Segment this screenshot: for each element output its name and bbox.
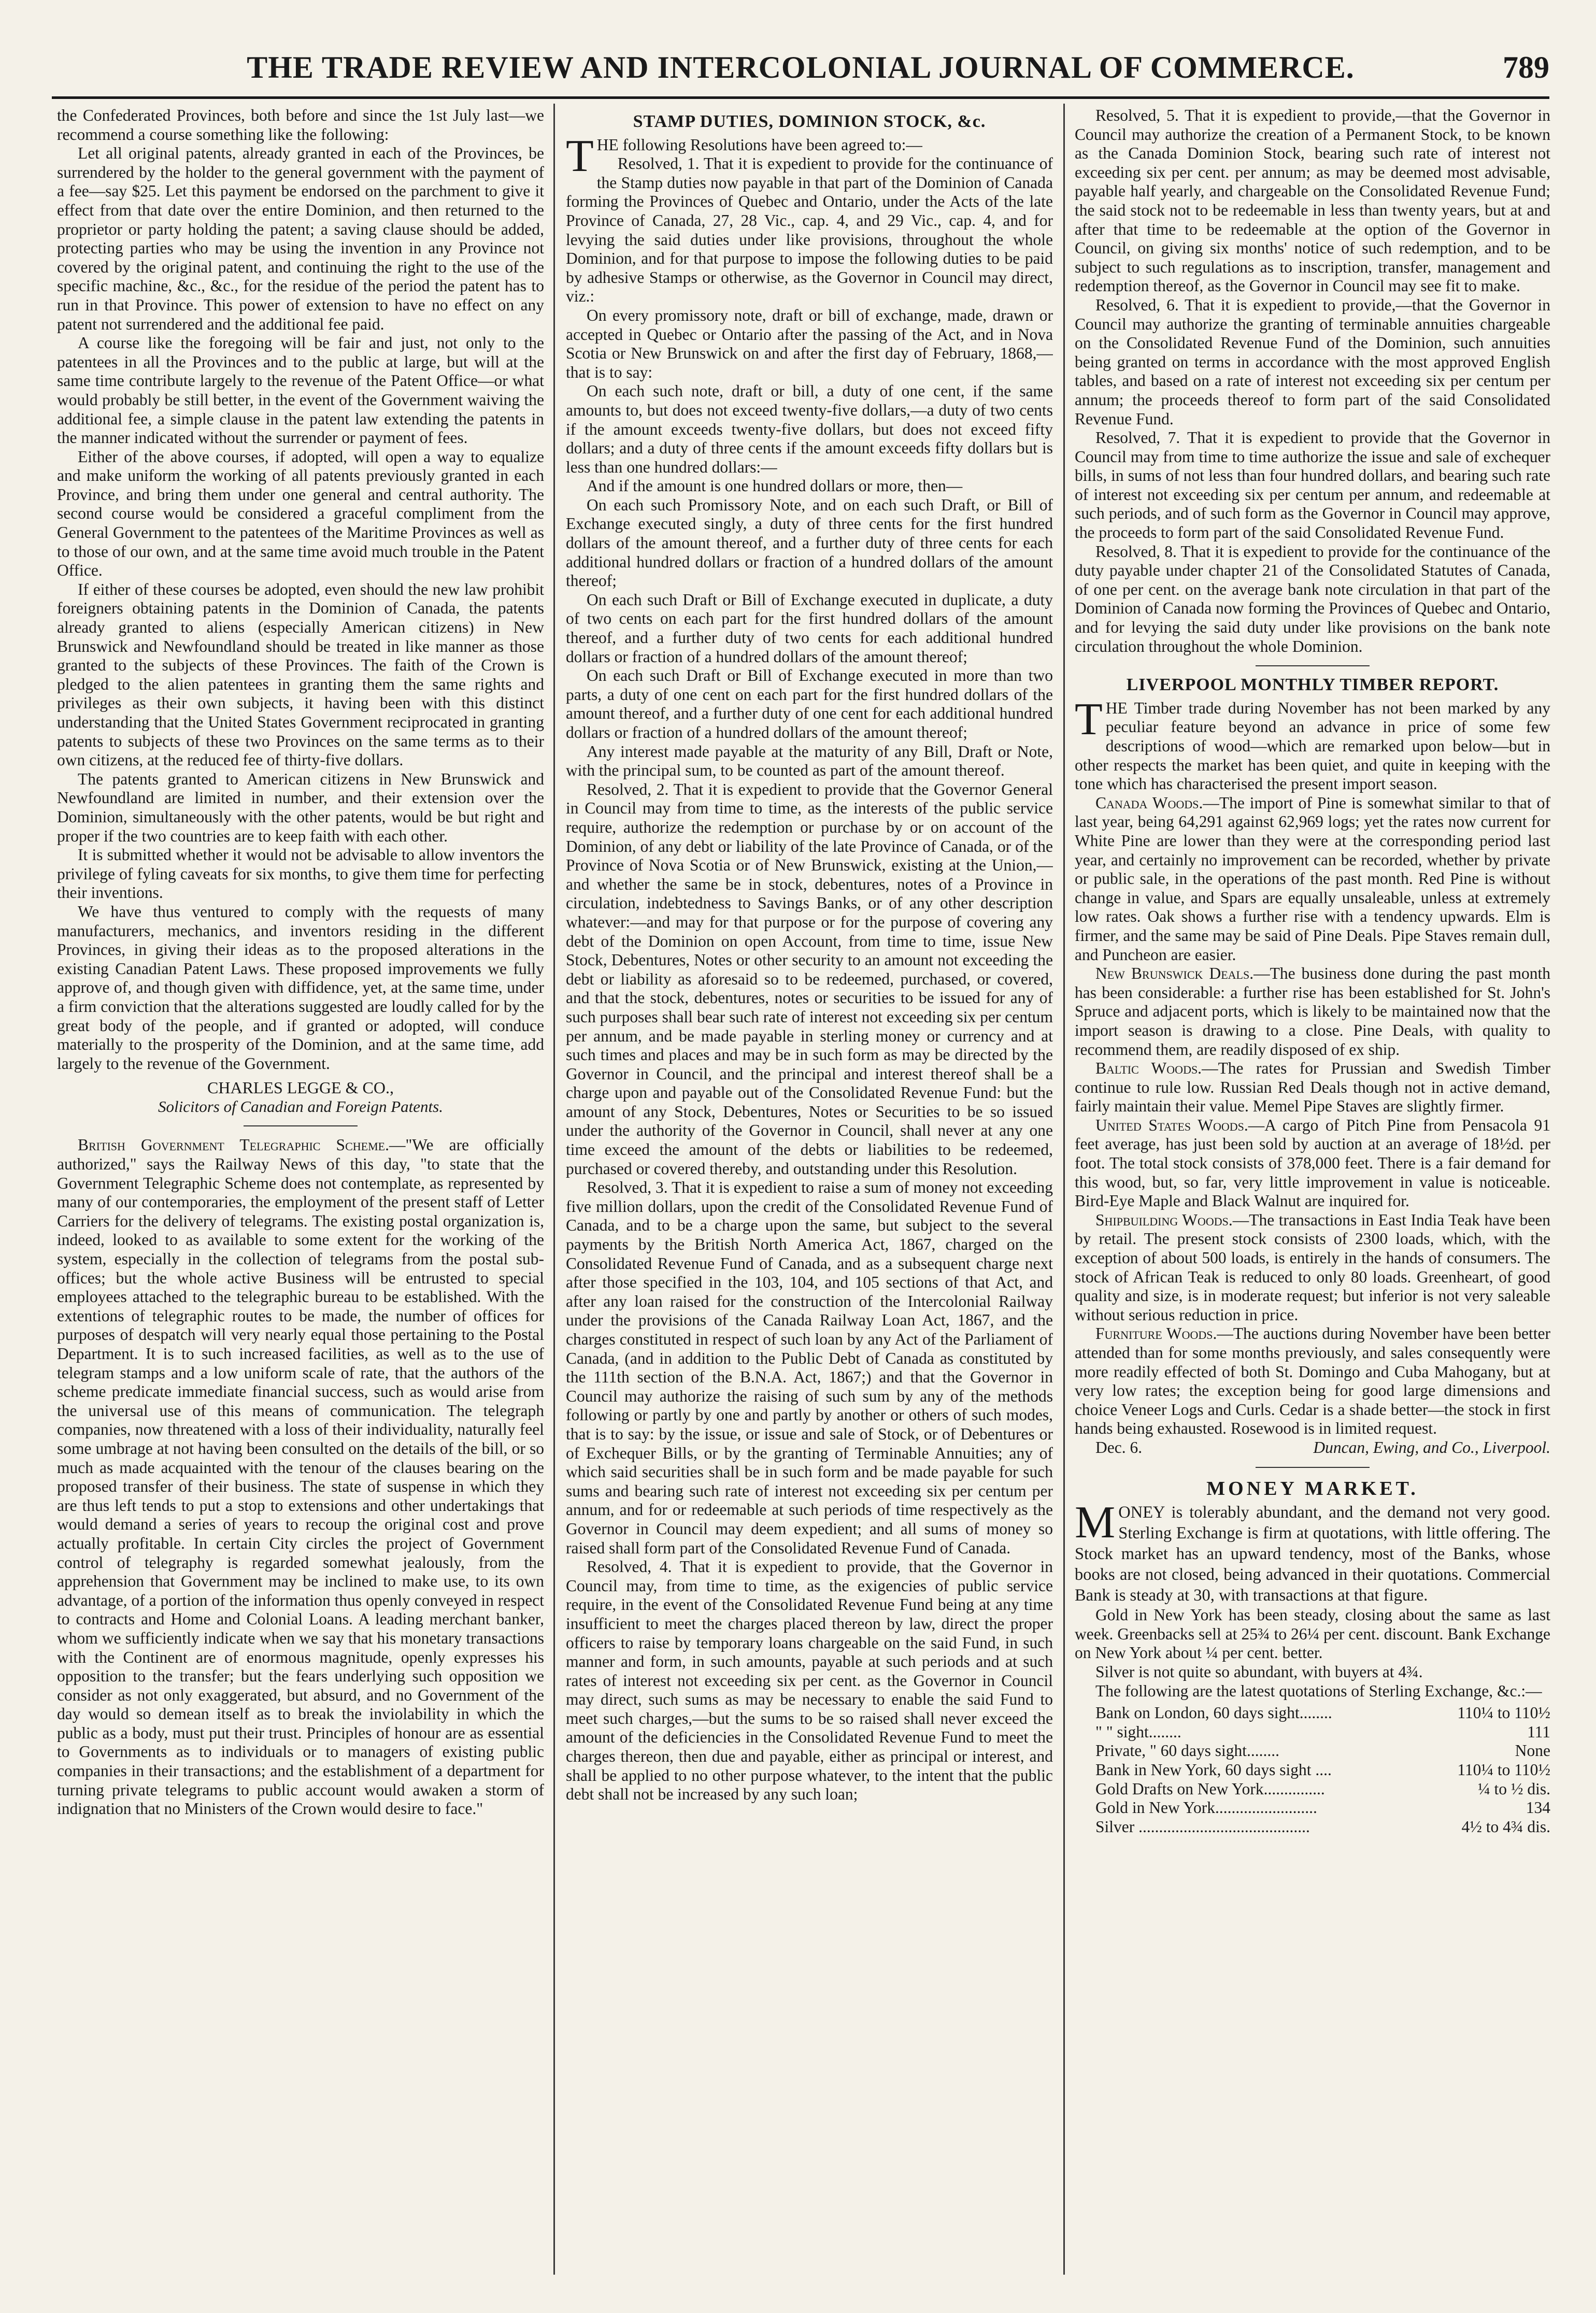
paragraph: Gold in New York has been steady, closing about the same as last week. Greenbacks sell at 25¾ to 26¼ per cent. discount. Bank Exchange on New York about ¼ per cent. better.	[1075, 1606, 1550, 1662]
resolution-1: Resolved, 1. That it is expedient to provide for the continuance of the Stamp duties now payable in that part of the Dominion of Canada forming the Provinces of Quebec and Ontario, under the Acts of the late Province of Canada, 27, 28 Vic., cap. 4, and 29 Vic., cap. 4, and for levying the said duties under like provisions, throughout the whole Dominion, and for that purpose to impose the following duties to be paid by adhesive Stamps or otherwise, as the Governor in Council may direct, viz.:	[566, 154, 1053, 306]
section-separator	[244, 1125, 358, 1126]
quotation-row	[1095, 1761, 1550, 1780]
quotation-value: 110¼ to 110½	[1457, 1704, 1550, 1722]
timber-united-states	[1075, 1116, 1550, 1211]
quotation-label: Gold in New York.........................	[1095, 1798, 1317, 1817]
quotation-label: Bank on London, 60 days sight........	[1095, 1704, 1332, 1722]
quotation-value: 134	[1526, 1798, 1550, 1817]
paragraph: If either of these courses be adopted, even should the new law prohibit foreigners obtaining patents in the Dominion of Canada, the patents already granted to aliens (especially American citizens) in New Brunswick and Newfoundland should be treated in like manner as those granted to the subjects of these Provinces. The faith of the Crown is pledged to the alien patentees in granting them the same rights and privileges as their own subjects, it having been with this distinct understanding that the United States Government reciprocated in granting patents to subjects of these two Provinces on the same terms as to their own citizens, at the reduced fee of thirty-five dollars.	[57, 580, 544, 769]
paragraph: the Confederated Provinces, both before and since the 1st July last—we recommend a course something like the following:	[57, 106, 544, 144]
column-divider-1	[553, 104, 555, 2275]
resolution-2: Resolved, 2. That it is expedient to provide that the Governor General in Council may from time to time, as the interests of the public service require, authorize the redemption or purchase by or on account of the Dominion, of any debt or liability of the late Province of Canada, or of the Province of Nova Scotia or of New Brunswick, existing at the Union,—and whether the same be in stock, debentures, notes of a Province in circulation, indebtedness to Savings Banks, or of any other description whatever:—and may for that purpose or for the purpose of covering any debt of the Dominion on open Account, from time to time, issue New Stock, Debentures, Notes or other security to an amount not exceeding the debt or liability as aforesaid so to be redeemed, purchased, or covered, and that the stock, debentures, notes or securities to be issued for any of such purposes shall bear such rate of interest not exceeding six per centum per annum, and be made payable in sterling money or currency and at such times and places and may be in such form as may be directed by the Governor in Council, and the principal and interest thereof shall be a charge upon and payable out of the Consolidated Revenue Fund: but the amount of any Stock, Debentures, Notes or Securities to be so issued under the authority of the Governor in Council, shall never at any one time exceed the amount of the debts or liabilities to be redeemed, purchased or covered thereby, and outstanding under this Resolution.	[566, 780, 1053, 1178]
resolution-6: Resolved, 6. That it is expedient to provide,—that the Governor in Council may authorize the granting of terminable annuities chargeable on the Consolidated Revenue Fund of the Dominion, such annuities being granted on terms in accordance with the most approved English tables, and based on a rate of interest not exceeding six per centum per annum; the proceeds thereof to form part of the said Consolidated Revenue Fund.	[1075, 295, 1550, 428]
timber-baltic	[1075, 1059, 1550, 1116]
money-intro	[1075, 1497, 1550, 1606]
drop-cap: T	[1075, 694, 1103, 745]
timber-new-brunswick	[1075, 964, 1550, 1059]
quotation-row	[1095, 1798, 1550, 1818]
paragraph: It is submitted whether it would not be advisable to allow inventors the privilege of fyling caveats for six months, to give them time for perfecting their inventions.	[57, 846, 544, 902]
signature-title: Solicitors of Canadian and Foreign Patents.	[158, 1097, 443, 1116]
timber-lead: Furniture Woods.	[1095, 1324, 1217, 1343]
paragraph: On each such Draft or Bill of Exchange executed in duplicate, a duty of two cents on each part for the first hundred dollars of the amount thereof, and a further duty of two cents for each additional hundred dollars or fraction of a hundred dollars of the amount thereof;	[566, 590, 1053, 666]
column-2	[566, 106, 1053, 2280]
paragraph: A course like the foregoing will be fair and just, not only to the patentees in all the Provinces and to the public at large, but will at the same time contribute largely to the revenue of the Patent Office—or what would probably be still better, in the event of the Government waiving the additional fee, a simple clause in the patent law extending the patents in the manner indicated without the surrender or payment of fees.	[57, 334, 544, 447]
header-rule	[52, 96, 1549, 99]
timber-signoff	[1075, 1438, 1550, 1458]
paragraph: Silver is not quite so abundant, with buyers at 4¾.	[1095, 1662, 1423, 1681]
timber-author: Duncan, Ewing, and Co., Liverpool.	[1313, 1438, 1550, 1457]
timber-text: —The rates for Prussian and Swedish Timber continue to rule low. Russian Red Deals though not in active demand, fairly maintain their value. Memel Pipe Staves are slightly firmer.	[1075, 1059, 1550, 1116]
intro-paragraph	[566, 131, 1053, 181]
paragraph: On each such Promissory Note, and on each such Draft, or Bill of Exchange executed singly, a duty of three cents for the first hundred dollars of the amount thereof, and a further duty of three cents for each additional hundred dollars or fraction of a hundred dollars of the amount thereof;	[566, 495, 1053, 590]
section-separator	[1256, 1467, 1370, 1468]
quotation-value: ¼ to ½ dis.	[1477, 1779, 1550, 1798]
paragraph: Let all original patents, already granted in each of the Provinces, be surrendered by the holder to the general government with the payment of a fee—say $25. Let this payment be endorsed on the parchment to give it effect from that date over the entire Dominion, and then returned to the proprietor or party holding the patent; a saving clause should be added, protecting parties who may be using the invention in any Province not covered by the original patent, and continuing the right to the use of the specific machine, &c., &c., for the residue of the period the patent has to run in that Province. This power of extension to have no effect on any patent not surrendered and the additional fee paid.	[57, 144, 544, 333]
resolution-5: Resolved, 5. That it is expedient to provide,—that the Governor in Council may authorize the creation of a Permanent Stock, to be known as the Canada Dominion Stock, bearing such rate of interest not exceeding six per cent. per annum; as may be deemed most advisable, payable half yearly, and chargeable on the Consolidated Revenue Fund; the said stock not to be redeemable in less than twenty years, but at and after that time to be redeemable at the option of the Governor in Council, on giving six months' notice of such redemption, and to be subject to such regulations as to inscription, transfer, management and redemption thereof, as the Governor in Council may see fit to make.	[1075, 106, 1550, 295]
exchange-quotations	[1075, 1704, 1550, 1836]
paragraph: The patents granted to American citizens in New Brunswick and Newfoundland are limited in number, and their extension over the Dominion, simultaneously with the other patents, would be but right and proper if the two countries are to keep faith with each other.	[57, 769, 544, 845]
quotation-label: Gold Drafts on New York...............	[1095, 1779, 1325, 1798]
timber-intro-text: HE Timber trade during November has not been marked by any peculiar feature beyond an advance in price of some few descriptions of wood—which are remarked upon below—but in other respects the market has been quiet, and quite in keeping with the tone which has characterised the present import season.	[1075, 698, 1550, 793]
resolution-3: Resolved, 3. That it is expedient to raise a sum of money not exceeding five million dollars, upon the credit of the Consolidated Revenue Fund of Canada, and to be a charge upon the same, but subject to the several payments by the British North America Act, 1867, charged on the Consolidated Revenue Fund of Canada, and as a subsequent charge next after those specified in the 103, 104, and 105 sections of that Act, and after any loan raised for the construction of the Intercolonial Railway under the provisions of the Canada Railway Loan Act, 1867, and the charges constituted in respect of such loan by any Act of the Parliament of Canada, (and in addition to the Public Debt of Canada as constituted by the 111th section of the B.N.A. Act, 1867;) and that the Governor in Council may authorize the raising of such sum by any of the methods following or partly by one and partly by another or others of such modes, that is to say: by the issue, or issue and sale of Stock, or of Debentures or of Exchequer Bills, or by the granting of Terminable Annuities; any of which said securities shall be in such form and be made payable for such sums and bearing such rate of interest not exceeding six per centum per annum, and for or redeemable at such periods of time respectively as the Governor in Council may deem expedient; and all sums of money so raised shall form part of the Consolidated Revenue Fund of Canada.	[566, 1178, 1053, 1557]
page-number: 789	[1503, 50, 1549, 84]
paragraph: The following are the latest quotations of Sterling Exchange, &c.:—	[1095, 1681, 1542, 1700]
article-telegraphic-scheme	[57, 1136, 544, 1818]
page-header	[52, 50, 1549, 93]
article-lead: British Government Telegraphic Scheme.—	[78, 1136, 406, 1154]
quotation-value: 111	[1527, 1722, 1550, 1741]
timber-intro	[1075, 694, 1550, 794]
section-heading-money-market: MONEY MARKET.	[1206, 1477, 1419, 1500]
publication-title: THE TRADE REVIEW AND INTERCOLONIAL JOURNAL OF COMMERCE.	[247, 50, 1355, 84]
section-heading-stamp-duties: STAMP DUTIES, DOMINION STOCK, &c.	[633, 112, 986, 131]
quotation-label: Bank in New York, 60 days sight ....	[1095, 1760, 1332, 1779]
paragraph: Any interest made payable at the maturity of any Bill, Draft or Note, with the principal sum, to be counted as part of the amount thereof.	[566, 742, 1053, 780]
timber-lead: Shipbuilding Woods.	[1095, 1210, 1233, 1229]
timber-canada	[1075, 794, 1550, 964]
column-3	[1075, 106, 1550, 2280]
resolution-8: Resolved, 8. That it is expedient to provide for the continuance of the duty payable under chapter 21 of the Consolidated Statutes of Canada, of one per cent. on the average bank note circulation in that part of the Dominion of Canada now forming the Provinces of Quebec and Ontario, and for levying the said duty under like provisions on the bank note circulation throughout the whole Dominion.	[1075, 542, 1550, 655]
drop-cap: M	[1075, 1497, 1116, 1548]
money-intro-text: ONEY is tolerably abundant, and the demand not very good. Sterling Exchange is firm at quotations, with little offering. The Stock market has an upward tendency, most of the Banks, whose books are not closed, being advanced in their quotations. Commercial Bank is steady at 30, with transactions at that figure.	[1075, 1503, 1550, 1605]
section-heading-timber-report: LIVERPOOL MONTHLY TIMBER REPORT.	[1126, 675, 1499, 695]
timber-lead: Canada Woods.	[1095, 793, 1203, 812]
paragraph: We have thus ventured to comply with the requests of many manufacturers, mechanics, and inventors residing in the different Provinces, in giving their ideas as to the proposed alterations in the existing Canadian Patent Laws. These proposed improvements we fully approve of, and though given with diffidence, yet, at the same time, under a firm conviction that the alterations suggested are loudly called for by the great body of the people, and if granted or adopted, will conduce materially to the prosperity of the Dominion, and at the same time, add largely to the revenue of the Government.	[57, 902, 544, 1073]
quotation-value: 110¼ to 110½	[1457, 1760, 1550, 1779]
timber-date: Dec. 6.	[1095, 1438, 1143, 1457]
timber-text: —The business done during the past month has been considerable: a further rise has been established for St. John's Spruce and adjacent ports, which is likely to be maintained now that the import season is drawing to a close. Pine Deals, with quality to recommend them, are readily disposed of ex ship.	[1075, 964, 1550, 1059]
drop-cap: T	[566, 131, 594, 181]
timber-shipbuilding	[1075, 1211, 1550, 1325]
timber-furniture	[1075, 1324, 1550, 1438]
timber-text: —A cargo of Pitch Pine from Pensacola 91 feet average, has just been sold by auction at an average of 18½d. per foot. The total stock consists of 378,000 feet. There is a fair demand for this wood, but, so far, very little improvement in value is noticeable. Bird-Eye Maple and Black Walnut are inquired for.	[1075, 1116, 1550, 1210]
signature-name: CHARLES LEGGE & CO.,	[207, 1078, 394, 1097]
intro-text: HE following Resolutions have been agreed to:—	[596, 135, 922, 154]
quotation-row	[1095, 1780, 1550, 1799]
column-divider-2	[1063, 104, 1065, 2275]
quotation-value: 4½ to 4¾ dis.	[1461, 1817, 1550, 1836]
paragraph: Either of the above courses, if adopted, will open a way to equalize and make uniform the working of all patents previously granted in each Province, and bring them under one general and central authority. The second course would be considered a graceful compliment from the General Government to the patentees of the Maritime Provinces as well as to those of our own, and at the same time avoid much trouble in the Patent Office.	[57, 447, 544, 580]
timber-lead: United States Woods.	[1095, 1116, 1248, 1134]
resolution-7: Resolved, 7. That it is expedient to provide that the Governor in Council may from time to time authorize the issue and sale of exchequer bills, in sums of not less than four hundred dollars, and bearing such rate of interest not exceeding six per centum per annum, and redeemable at such periods, and of such form as the Governor in Council may approve, the proceeds to form part of the said Consolidated Revenue Fund.	[1075, 429, 1550, 542]
timber-lead: Baltic Woods.	[1095, 1059, 1202, 1078]
quotation-row	[1095, 1741, 1550, 1761]
quotation-label: Private, " 60 days sight........	[1095, 1741, 1279, 1760]
quotation-row	[1095, 1818, 1550, 1837]
timber-text: —The transactions in East India Teak have been by retail. The present stock consists of 2300 loads, which, with the exception of about 500 loads, is entirely in the hands of consumers. The stock of African Teak is reduced to only 80 loads. Greenheart, of good quality and size, is in moderate request; but inferior is not very saleable without serious reduction in price.	[1075, 1210, 1550, 1324]
quotation-row	[1095, 1723, 1550, 1742]
quotation-value: None	[1515, 1741, 1550, 1760]
timber-text: —The import of Pine is somewhat similar to that of last year, being 64,291 against 62,969 logs; yet the rates now current for White Pine are lower than they were at the corresponding period last year, and certainly no improvement can be recorded, whether by private or public sale, in the operations of the past month. Red Pine is without change in value, and Spars are equally unsaleable, unless at extremely low rates. Oak shows a further rise with a tendency upwards. Elm is firmer, and the same may be said of Pine Deals. Pipe Staves remain dull, and Puncheon are easier.	[1075, 793, 1550, 964]
paragraph: On each such note, draft or bill, a duty of one cent, if the same amounts to, but does not exceed twenty-five dollars,—a duty of two cents if the amount exceeds twenty-five dollars, but does not exceed fifty dollars; and a duty of three cents if the amount exceeds fifty dollars but is less than one hundred dollars:—	[566, 382, 1053, 476]
column-1	[57, 106, 544, 2280]
timber-text: —The auctions during November have been better attended than for some months previously, and sales consequently were more readily effected of both St. Domingo and Cuba Mahogany, but at very low rates; the exception being for good large dimensions and choice Veneer Logs and Curls. Cedar is a shade better—the stock in first hands being exhausted. Rosewood is in limited request.	[1075, 1324, 1550, 1438]
timber-lead: New Brunswick Deals.	[1095, 964, 1254, 983]
section-separator	[1256, 665, 1370, 666]
paragraph: On each such Draft or Bill of Exchange executed in more than two parts, a duty of one cent on each part for the first hundred dollars of the amount thereof, and a further duty of one cent for each additional hundred dollars or fraction of a hundred dollars of the amount thereof;	[566, 666, 1053, 741]
paragraph: On every promissory note, draft or bill of exchange, made, drawn or accepted in Quebec or Ontario after the passing of the Act, and in Nova Scotia or New Brunswick on and after the first day of February, 1868,—that is to say:	[566, 306, 1053, 381]
quotation-row	[1095, 1704, 1550, 1723]
paragraph: And if the amount is one hundred dollars or more, then—	[587, 477, 963, 495]
quotation-label: Silver ..........................................	[1095, 1817, 1310, 1836]
article-body: "We are officially authorized," says the Railway News of this day, "to state that the Government Telegraphic Scheme does not contemplate, as represented by many of our contemporaries, the employment of the present staff of Letter Carriers for the delivery of telegrams. The existing postal organization is, indeed, looked to as available to some extent for the working of the system, especially in the collection of telegrams from the postal sub-offices; but the whole active Business will be entrusted to special employees attached to the telegraphic bureau to be established. With the extentions of telegraphic routes to be made, the number of offices for purposes of despatch will very nearly equal those pertaining to the Postal Department. It is to such increased facilities, as well as to the use of telegram stamps and a low uniform scale of rate, that the authors of the scheme predicate immediate financial success, such as would arise from the universal use of this means of communication. The telegraph companies, now threatened with a loss of their individuality, naturally feel some umbrage at not having been consulted on the details of the bill, or so much as made acquainted with the tenour of the clauses bearing on the proposed transfer of their business. The state of suspense in which they are thus left tends to put a stop to extensions and other undertakings that would demand a series of years to recoup the original cost and prove actually profitable. In certain City circles the project of Government control of telegraphy is regarded somewhat jealously, from the apprehension that Government may be inclined to make use, to its own advantage, of a portion of the information thus openly conveyed in respect to contracts and Home and Colonial Loans. A leading merchant banker, whom we sufficiently indicate when we say that his monetary transactions with the Continent are of enormous magnitude, openly expresses his opposition to the transfer; but the fears underlying such opposition we consider as not only exaggerated, but absurd, and no Government of the day would so demean itself as to break the inviolability in which the public as a body, must put their trust. Principles of honour are as essential to Governments as to individuals or to managers of existing public companies in their transactions; and the establishment of a department for turning private telegrams to public account would awaken a storm of indignation that no Ministers of the Crown would desire to face."	[57, 1136, 544, 1818]
resolution-4: Resolved, 4. That it is expedient to provide, that the Governor in Council may, from time to time, as the exigencies of public service require, in the event of the Consolidated Revenue Fund being at any time insufficient to meet the charges placed thereon by law, direct the proper officers to raise by temporary loans chargeable on the said Fund, in such manner and form, in such amounts, payable at such periods and at such rates of interest not exceeding six per cent. as the Governor in Council may direct, such sums as may be necessary to enable the said Fund to meet such charges,—but the sums to be so raised shall never exceed the amount of the deficiencies in the Consolidated Revenue Fund to meet the charges thereon, then due and payable, either as principal or interest, and shall be applied to no other purpose whatever, to the intent that the public debt shall not be increased by any such loan;	[566, 1558, 1053, 1804]
quotation-label: " " sight........	[1095, 1722, 1181, 1741]
